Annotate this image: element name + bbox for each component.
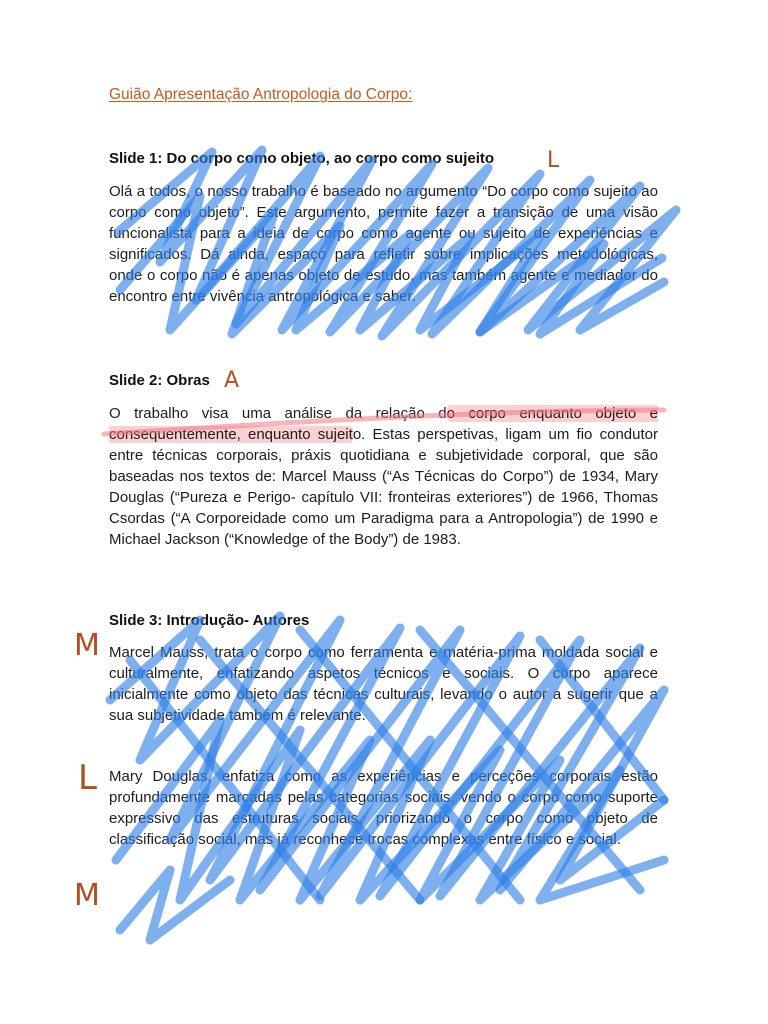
slide-3-margin-mark-1: M xyxy=(74,628,100,663)
document-title: Guião Apresentação Antropologia do Corpo: xyxy=(109,86,413,103)
slide-2-text-before: O trabalho visa uma análise da relação d xyxy=(109,405,447,422)
slide-3-paragraph-mauss: Marcel Mauss, trata o corpo como ferramenta e matéria-prima moldada social e culturalmente, enfatizando aspetos técnicos e sociais. O corpo aparece inicialmente como objeto das técnicas culturais, levando o autor a sugerir que a sua subjetividade também é relevante. xyxy=(109,644,658,724)
slide-2-heading: Slide 2: Obras xyxy=(109,372,210,389)
slide-2-annotation-mark: A xyxy=(224,368,240,393)
slide-2-highlighted-text: o corpo enquanto objeto e consequentemente, enquanto sujeit xyxy=(109,405,658,443)
slide-2-text-after: o. Estas perspetivas, ligam um fio condutor entre técnicas corporais, práxis quotidiana e subjetividade corporal, que são baseadas nos textos de: Marcel Mauss (“As Técnicas do Corpo”) de 1934, Mary Douglas (“Pureza e Perigo- capítulo VII: fronteiras exteriores”) de 1966, Thomas Csordas (“A Corporeidade como um Paradigma para a Antropologia”) de 1990 e Michael Jackson (“Knowledge of the Body”) de 1983. xyxy=(109,426,658,548)
slide-3-margin-mark-3: M xyxy=(74,878,100,913)
slide-1-paragraph: Olá a todos, o nosso trabalho é baseado no argumento “Do corpo como sujeito ao corpo como objeto”. Este argumento, permite fazer a transição de uma visão funcionalista para a ideia de corpo como agente ou sujeito de experiências e significados. Dá ainda, espaço para refletir sobre implicações metodológicas, onde o corpo não é apenas objeto de estudo, mas também agente e mediador do encontro entre vivência antropológica e saber. xyxy=(109,183,658,305)
slide-1-annotation-mark: L xyxy=(547,148,560,173)
slide-3-paragraph-douglas: Mary Douglas, enfatiza como as experiências e perceções corporais estão profundamente marcadas pelas categorias sociais, vendo o corpo como suporte expressivo das estruturas sociais, priorizando o corpo como objeto de classificação social, mas já reconhece trocas complexas entre físico e social. xyxy=(109,768,658,848)
slide-1-heading: Slide 1: Do corpo como objeto, ao corpo como sujeito xyxy=(109,150,495,167)
slide-2-paragraph xyxy=(109,403,658,550)
slide-3-margin-mark-2: L xyxy=(78,758,97,798)
slide-3-heading: Slide 3: Introdução- Autores xyxy=(109,612,310,629)
